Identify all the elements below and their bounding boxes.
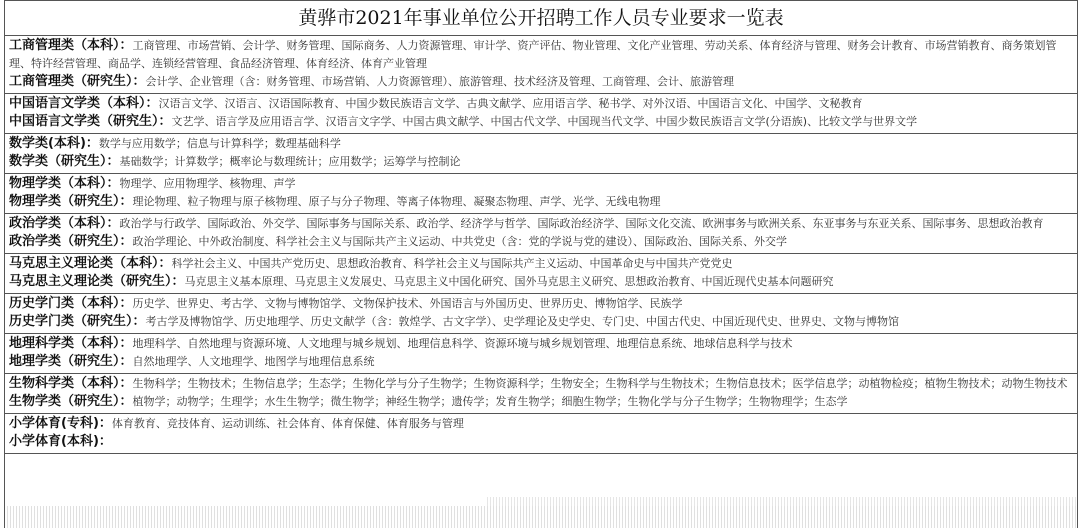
category-label: 马克思主义理论类（本科）： xyxy=(9,256,172,271)
category-row xyxy=(9,37,1073,73)
category-group xyxy=(5,94,1077,134)
major-list: 考古学及博物馆学、历史地理学、历史文献学（含：敦煌学、古文字学）、史学理论及史学史、专门史、中国古代史、中国近现代史、世界史、文物与博物馆 xyxy=(145,315,900,328)
major-list: 物理学、应用物理学、核物理、声学 xyxy=(119,177,296,190)
category-label: 物理学类（研究生）： xyxy=(9,194,133,209)
category-label: 中国语言文学类（本科）： xyxy=(9,96,159,111)
category-label: 中国语言文学类（研究生）： xyxy=(9,114,172,129)
category-label: 历史学门类（本科）： xyxy=(9,296,133,311)
category-label: 工商管理类（研究生）： xyxy=(9,74,146,89)
category-label: 数学类（研究生）： xyxy=(9,154,120,169)
major-list: 基础数学；计算数学；概率论与数理统计；应用数学；运筹学与控制论 xyxy=(119,155,461,168)
category-row xyxy=(9,433,1073,451)
category-row xyxy=(9,73,1073,91)
major-list: 自然地理学、人文地理学、地图学与地理信息系统 xyxy=(132,355,375,368)
category-label: 小学体育(专科)： xyxy=(9,416,112,431)
category-row xyxy=(9,95,1073,113)
category-row xyxy=(9,153,1073,171)
category-group xyxy=(5,134,1077,174)
category-group xyxy=(5,214,1077,254)
category-group xyxy=(5,174,1077,214)
category-row xyxy=(9,193,1073,211)
category-row xyxy=(9,375,1073,393)
category-row xyxy=(9,175,1073,193)
category-row xyxy=(9,415,1073,433)
category-group xyxy=(5,374,1077,414)
category-row xyxy=(9,233,1073,251)
category-label: 政治学类（本科）： xyxy=(9,216,120,231)
major-list: 会计学、企业管理（含：财务管理、市场营销、人力资源管理）、旅游管理、技术经济及管理、工商管理、会计、旅游管理 xyxy=(145,75,735,88)
category-group xyxy=(5,294,1077,334)
major-list: 马克思主义基本原理、马克思主义发展史、马克思主义中国化研究、国外马克思主义研究、思想政治教育、中国近现代史基本问题研究 xyxy=(184,275,834,288)
major-list: 工商管理、市场营销、会计学、财务管理、国际商务、人力资源管理、审计学、资产评估、物业管理、文化产业管理、劳动关系、体育经济与管理、财务会计教育、市场营销教育、商务策划管理、特许经营管理、商品学、连锁经营管理、食品经济管理、体育经济、体育产业管理 xyxy=(9,39,1057,70)
major-list: 理论物理、粒子物理与原子核物理、原子与分子物理、等离子体物理、凝聚态物理、声学、光学、无线电物理 xyxy=(132,195,661,208)
major-list: 历史学、世界史、考古学、文物与博物馆学、文物保护技术、外国语言与外国历史、世界历史、博物馆学、民族学 xyxy=(132,297,683,310)
page-title: 黄骅市2021年事业单位公开招聘工作人员专业要求一览表 xyxy=(5,0,1077,36)
major-list: 体育教育、竞技体育、运动训练、社会体育、体育保健、体育服务与管理 xyxy=(111,417,464,430)
category-label: 地理科学类（本科）： xyxy=(9,336,133,351)
major-list: 汉语言文学、汉语言、汉语国际教育、中国少数民族语言文学、古典文献学、应用语言学、秘书学、对外汉语、中国语言文化、中国学、文秘教育 xyxy=(158,97,863,110)
major-list: 政治学与行政学、国际政治、外交学、国际事务与国际关系、政治学、经济学与哲学、国际政治经济学、国际文化交流、欧洲事务与欧洲关系、东亚事务与东亚关系、国际事务、思想政治教育 xyxy=(119,217,1044,230)
category-group xyxy=(5,254,1077,294)
major-list: 数学与应用数学；信息与计算科学；数理基础科学 xyxy=(98,137,341,150)
category-row xyxy=(9,135,1073,153)
category-group xyxy=(5,334,1077,374)
category-label: 地理学类（研究生）： xyxy=(9,354,133,369)
category-groups xyxy=(5,36,1077,454)
scan-fade-overlay-upper xyxy=(485,497,1077,506)
category-row xyxy=(9,273,1073,291)
category-label: 生物科学类（本科）： xyxy=(9,376,133,391)
requirements-sheet xyxy=(4,0,1078,528)
category-row xyxy=(9,393,1073,411)
category-row xyxy=(9,215,1073,233)
scan-fade-overlay xyxy=(5,506,1077,528)
category-label: 马克思主义理论类（研究生）： xyxy=(9,274,185,289)
category-label: 工商管理类（本科）： xyxy=(9,38,133,53)
major-list: 地理科学、自然地理与资源环境、人文地理与城乡规划、地理信息科学、资源环境与城乡规划管理、地理信息系统、地球信息科学与技术 xyxy=(132,337,793,350)
major-list: 植物学；动物学；生理学；水生生物学；微生物学；神经生物学；遗传学；发育生物学；细胞生物学；生物化学与分子生物学；生物物理学；生态学 xyxy=(132,395,848,408)
category-row xyxy=(9,295,1073,313)
category-label: 小学体育(本科)： xyxy=(9,434,112,449)
category-row xyxy=(9,353,1073,371)
category-row xyxy=(9,335,1073,353)
category-label: 政治学类（研究生）： xyxy=(9,234,133,249)
major-list: 文艺学、语言学及应用语言学、汉语言文字学、中国古典文献学、中国古代文学、中国现当代文学、中国少数民族语言文学(分语族)、比较文学与世界文学 xyxy=(171,115,918,128)
category-label: 数学类(本科)： xyxy=(9,136,99,151)
category-row xyxy=(9,113,1073,131)
category-label: 物理学类（本科）： xyxy=(9,176,120,191)
category-group xyxy=(5,36,1077,94)
category-group xyxy=(5,414,1077,454)
category-label: 历史学门类（研究生）： xyxy=(9,314,146,329)
major-list: 科学社会主义、中国共产党历史、思想政治教育、科学社会主义与国际共产主义运动、中国革命史与中国共产党党史 xyxy=(171,257,733,270)
major-list: 政治学理论、中外政治制度、科学社会主义与国际共产主义运动、中共党史（含：党的学说与党的建设）、国际政治、国际关系、外交学 xyxy=(132,235,788,248)
category-label: 生物学类（研究生）： xyxy=(9,394,133,409)
category-row xyxy=(9,313,1073,331)
major-list: 生物科学；生物技术；生物信息学；生态学；生物化学与分子生物学；生物资源科学；生物安全；生物科学与生物技术；生物信息技术；医学信息学；动植物检疫；植物生物技术；动物生物技术 xyxy=(132,377,1068,390)
category-row xyxy=(9,255,1073,273)
